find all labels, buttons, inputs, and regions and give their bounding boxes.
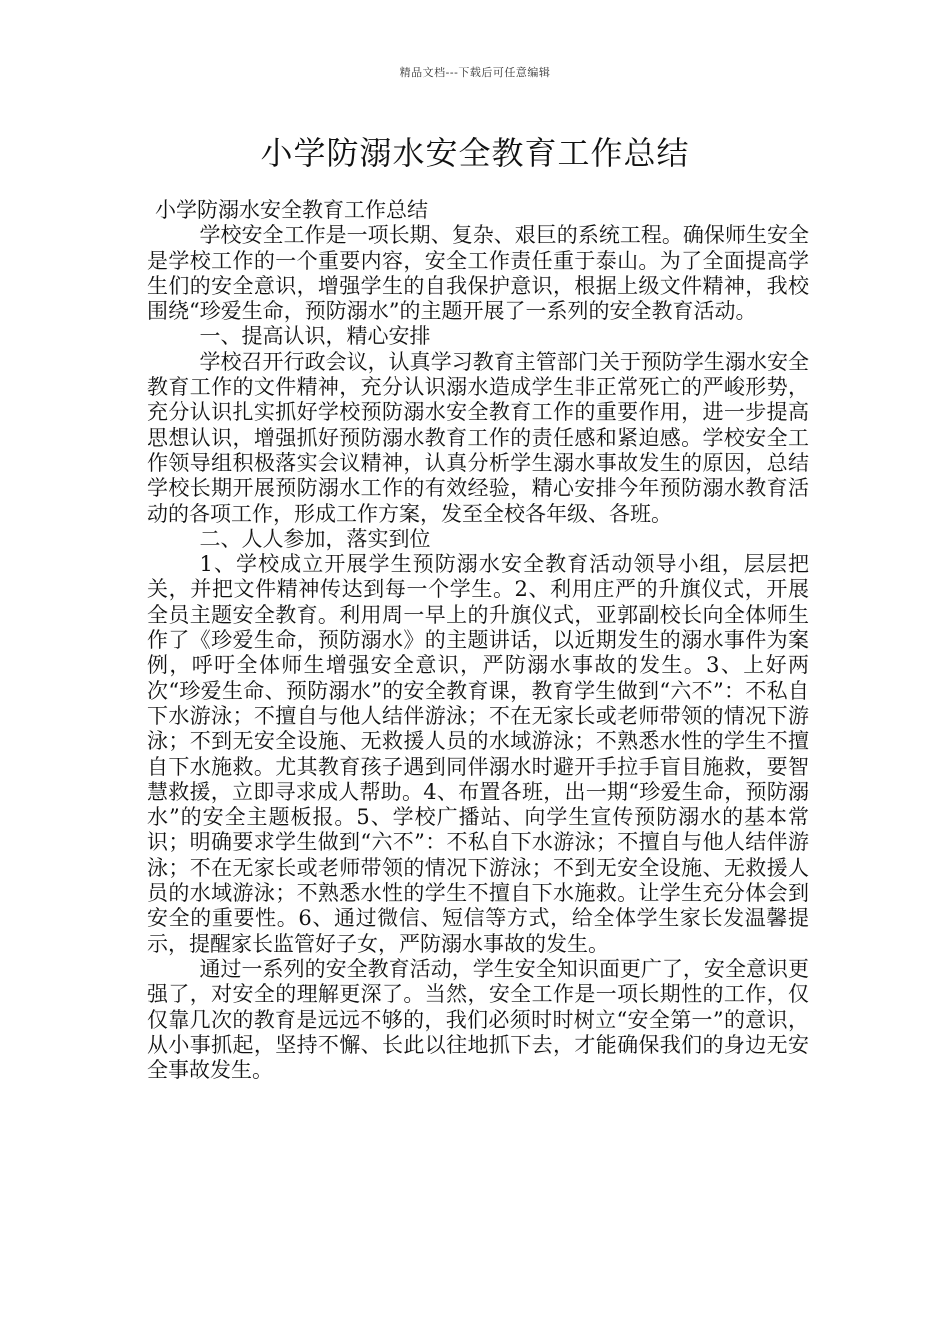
paragraph-section-1: 学校召开行政会议，认真学习教育主管部门关于预防学生溺水安全教育工作的文件精神，充分认识溺水造成学生非正常死亡的严峻形势，充分认识扎实抓好学校预防溺水安全教育工作的重要作用，进一步提高思想认识，增强抓好预防溺水教育工作的责任感和紧迫感。学校安全工作领导组积极落实会议精神，认真分析学生溺水事故发生的原因，总结学校长期开展预防溺水工作的有效经验，精心安排今年预防溺水教育活动的各项工作，形成工作方案，发至全校各年级、各班。 [147, 349, 809, 526]
paragraph-section-2: 1、学校成立开展学生预防溺水安全教育活动领导小组，层层把关，并把文件精神传达到每一个学生。2、利用庄严的升旗仪式，开展全员主题安全教育。利用周一早上的升旗仪式，亚郭副校长向全体师生作了《珍爱生命，预防溺水》的主题讲话，以近期发生的溺水事件为案例，呼吁全体师生增强安全意识，严防溺水事故的发生。3、上好两次“珍爱生命、预防溺水”的安全教育课，教育学生做到“六不”：不私自下水游泳；不擅自与他人结伴游泳；不在无家长或老师带领的情况下游泳；不到无安全设施、无救援人员的水域游泳；不熟悉水性的学生不擅自下水施救。尤其教育孩子遇到同伴溺水时避开手拉手盲目施救，要智慧救援，立即寻求成人帮助。4、布置各班，出一期“珍爱生命，预防溺水”的安全主题板报。5、学校广播站、向学生宣传预防溺水的基本常识；明确要求学生做到“六不”：不私自下水游泳；不擅自与他人结伴游泳；不在无家长或老师带领的情况下游泳；不到无安全设施、无救援人员的水域游泳；不熟悉水性的学生不擅自下水施救。让学生充分体会到安全的重要性。6、通过微信、短信等方式，给全体学生家长发温馨提示，提醒家长监管好子女，严防溺水事故的发生。 [147, 552, 809, 956]
paragraph-conclusion: 通过一系列的安全教育活动，学生安全知识面更广了，安全意识更强了，对安全的理解更深了。当然，安全工作是一项长期性的工作，仅仅靠几次的教育是远远不够的，我们必须时时树立“安全第一”的意识，从小事抓起，坚持不懈、长此以往地抓下去，才能确保我们的身边无安全事故发生。 [147, 956, 809, 1083]
document-title: 小学防溺水安全教育工作总结 [260, 134, 690, 172]
document-body [147, 198, 809, 1083]
section-heading-1: 一、提高认识，精心安排 [199, 324, 431, 349]
document-subtitle: 小学防溺水安全教育工作总结 [155, 198, 428, 222]
header-note: 精品文档---下载后可任意编辑 [399, 66, 551, 79]
section-heading-2: 二、人人参加，落实到位 [199, 526, 431, 551]
paragraph-intro: 学校安全工作是一项长期、复杂、艰巨的系统工程。确保师生安全是学校工作的一个重要内容，安全工作责任重于泰山。为了全面提高学生们的安全意识，增强学生的自我保护意识，根据上级文件精神，我校围绕“珍爱生命，预防溺水”的主题开展了一系列的安全教育活动。 [147, 223, 809, 324]
